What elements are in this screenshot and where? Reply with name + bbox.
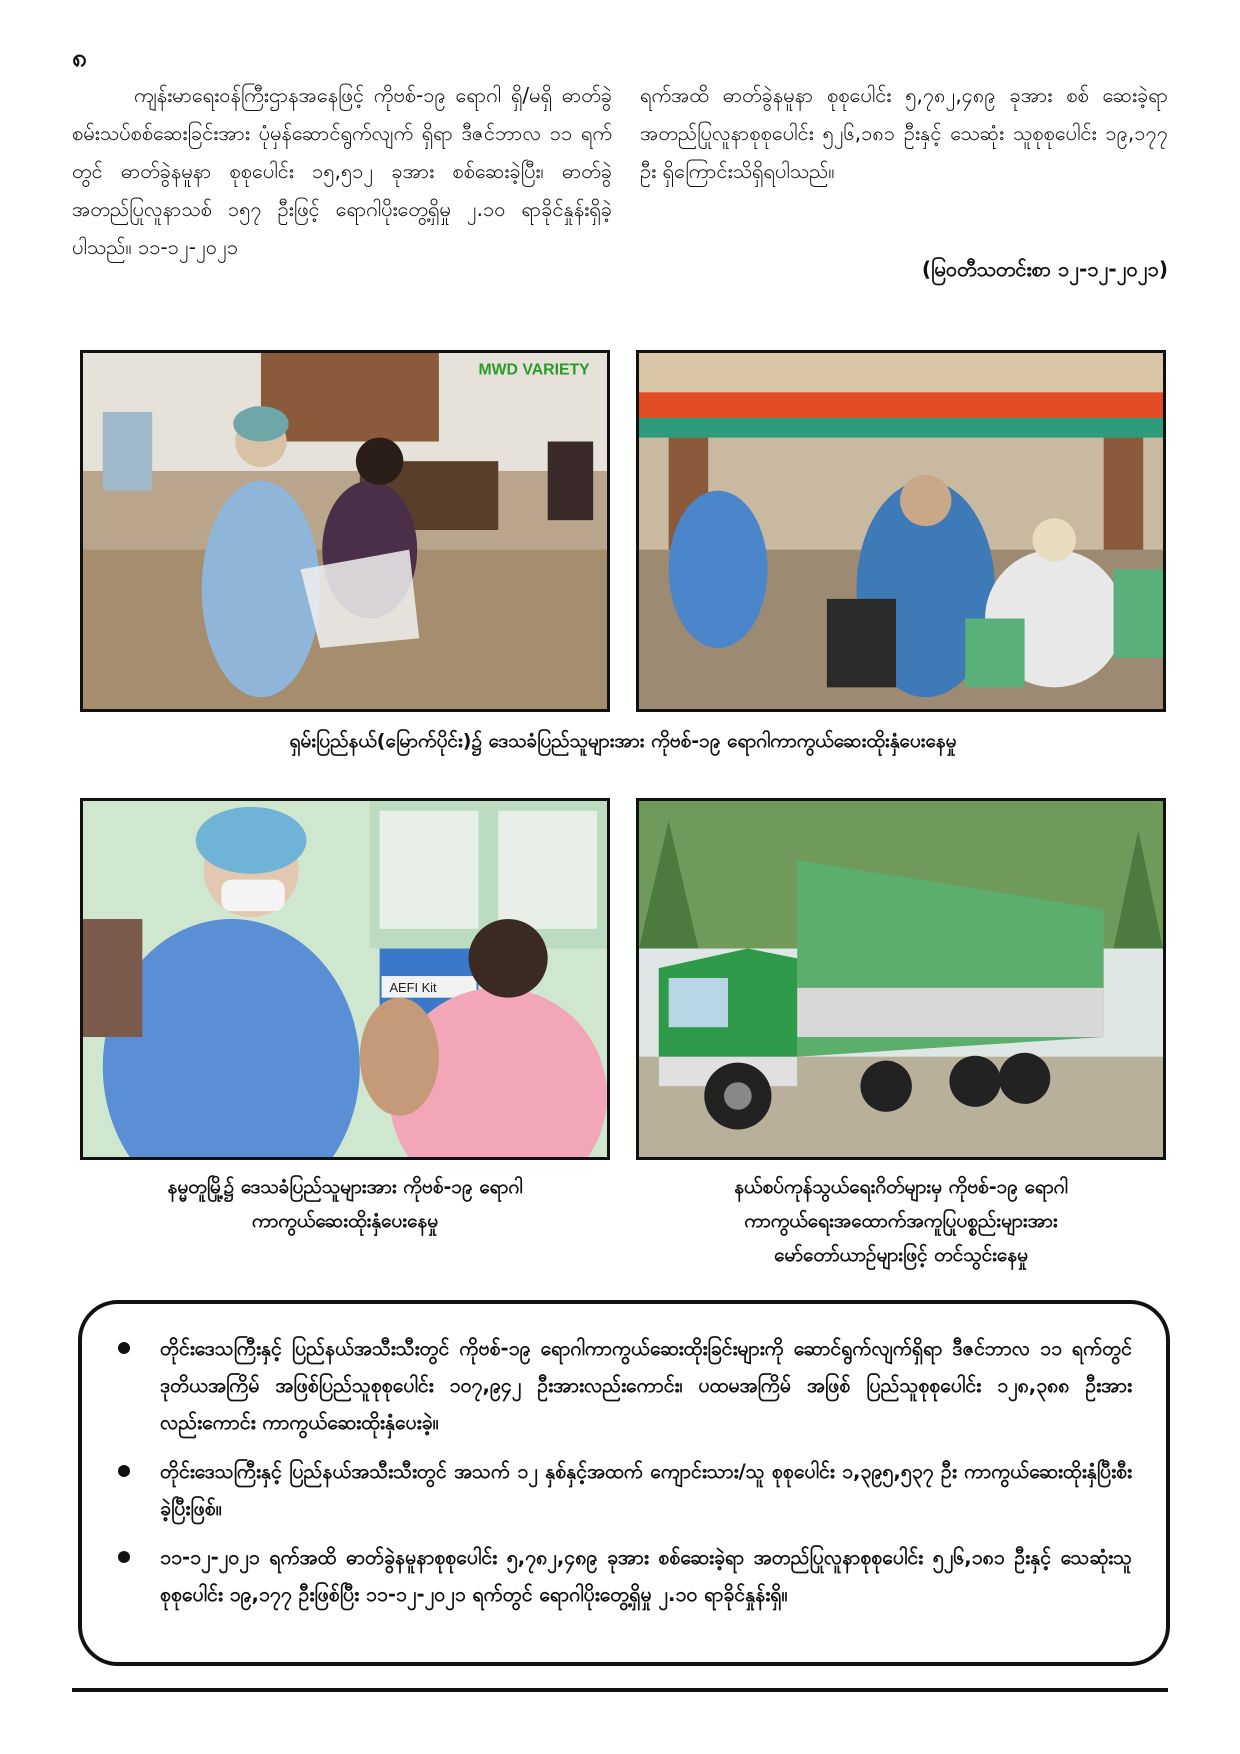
photo-illustration — [83, 801, 607, 1157]
article-column-left — [72, 76, 612, 266]
bullet-icon — [118, 1551, 130, 1563]
caption-line: နမ္မတူမြို့၌ ဒေသခံပြည်သူများအား ကိုဗစ်-၁၉ ရောဂါ — [167, 1176, 523, 1198]
summary-text: တိုင်းဒေသကြီးနှင့် ပြည်နယ်အသီးသီးတွင် ကိုဗစ်-၁၉ ရောဂါကာကွယ်ဆေးထိုးခြင်းများကို ဆောင်ရွက်လျက်ရှိရာ ဒီဇင်ဘာလ ၁၁ ရက်တွင် ဒုတိယအကြိမ် အဖြစ်ပြည်သူစုစုပေါင်း ၁၀၇,၉၄၂ ဦးအားလည်းကောင်း၊ ပထမအကြိမ် အဖြစ် ပြည်သူစုစုပေါင်း ၁၂၈,၃၈၈ ဦးအားလည်းကောင်း ကာကွယ်ဆေးထိုးနှံပေးခဲ့။ — [160, 1337, 1132, 1434]
summary-list — [116, 1330, 1132, 1613]
photo-illustration — [639, 353, 1163, 709]
photo-box-label: AEFI Kit — [389, 979, 437, 995]
photo-cargo-truck — [636, 798, 1166, 1160]
summary-text: ၁၁-၁၂-၂၀၂၁ ရက်အထိ ဓာတ်ခွဲနမူနာစုစုပေါင်း ၅,၇၈၂,၄၈၉ ခုအား စစ်ဆေးခဲ့ရာ အတည်ပြုလူနာစုစုပေါင်း ၅၂၆,၁၈၁ ဦးနှင့် သေဆုံးသူစုစုပေါင်း ၁၉,၁၇၇ ဦးဖြစ်ပြီး ၁၁-၁၂-၂၀၂၁ ရက်တွင် ရောဂါပိုးတွေ့ရှိမှု ၂.၁၀ ရာခိုင်နှုန်းရှိ။ — [160, 1546, 1132, 1606]
caption-line: ရှမ်းပြည်နယ်(မြောက်ပိုင်း)၌ ဒေသခံပြည်သူများအား ကိုဗစ်-၁၉ ရောဂါကာကွယ်ဆေးထိုးနှံပေးနေမှု — [289, 730, 957, 752]
article-paragraph-left: ကျန်းမာရေးဝန်ကြီးဌာနအနေဖြင့် ကိုဗစ်-၁၉ ရောဂါ ရှိ/မရှိ ဓာတ်ခွဲစမ်းသပ်စစ်ဆေးခြင်းအား ပုံမှန်ဆောင်ရွက်လျက် ရှိရာ ဒီဇင်ဘာလ ၁၁ ရက်တွင် ဓာတ်ခွဲနမူနာ စုစုပေါင်း ၁၅,၅၁၂ ခုအား စစ်ဆေးခဲ့ပြီး၊ ဓာတ်ခွဲအတည်ပြုလူနာသစ် ၁၅၇ ဦးဖြင့် ရောဂါပိုးတွေ့ရှိမှု ၂.၁၀ ရာခိုင်နှုန်းရှိခဲ့ပါသည်။ ၁၁-၁၂-၂၀၂၁ — [72, 83, 612, 259]
photo-vaccination-hall — [80, 350, 610, 712]
page-number: ၈ — [72, 43, 87, 73]
article-source: (မြဝတီသတင်းစာ ၁၂-၁၂-၂၀၂၁) — [921, 257, 1168, 281]
summary-text: တိုင်းဒေသကြီးနှင့် ပြည်နယ်အသီးသီးတွင် အသက် ၁၂ နှစ်နှင့်အထက် ကျောင်းသား/သူ စုစုပေါင်း ၁,၃၉၅,၅၃၇ ဦး ကာကွယ်ဆေးထိုးနှံပြီးစီးခဲ့ပြီးဖြစ်။ — [160, 1460, 1132, 1520]
caption-line: နယ်စပ်ကုန်သွယ်ရေးဂိတ်များမှ ကိုဗစ်-၁၉ ရောဂါ — [734, 1176, 1068, 1198]
photo-vaccination-event — [636, 350, 1166, 712]
photo-illustration — [83, 353, 607, 709]
summary-item — [116, 1539, 1132, 1613]
caption-line: မော်တော်ယာဉ်များဖြင့် တင်သွင်းနေမှု — [774, 1244, 1028, 1266]
bottom-rule — [72, 1688, 1168, 1692]
photo-caption-top — [80, 724, 1166, 758]
photo-caption-nurse — [80, 1170, 610, 1238]
bullet-icon — [118, 1342, 130, 1354]
bullet-icon — [118, 1465, 130, 1477]
photo-watermark: MWD VARIETY — [478, 361, 590, 379]
summary-box — [78, 1300, 1170, 1666]
summary-item — [116, 1453, 1132, 1527]
photo-nurse-vaccinating — [80, 798, 610, 1160]
photo-illustration — [639, 801, 1163, 1157]
photo-caption-truck — [636, 1170, 1166, 1272]
article-paragraph-right: ရက်အထိ ဓာတ်ခွဲနမူနာ စုစုပေါင်း ၅,၇၈၂,၄၈၉ ခုအား စစ် ဆေးခဲ့ရာ အတည်ပြုလူနာစုစုပေါင်း ၅၂၆,၁၈၁ ဦးနှင့် သေဆုံး သူစုစုပေါင်း ၁၉,၁၇၇ ဦး ရှိကြောင်းသိရှိရပါသည်။ — [640, 83, 1168, 183]
article-column-right — [640, 76, 1168, 190]
summary-item — [116, 1330, 1132, 1441]
caption-line: ကာကွယ်ဆေးထိုးနှံပေးနေမှု — [251, 1210, 439, 1232]
caption-line: ကာကွယ်ရေးအထောက်အကူပြုပစ္စည်းများအား — [744, 1210, 1058, 1232]
